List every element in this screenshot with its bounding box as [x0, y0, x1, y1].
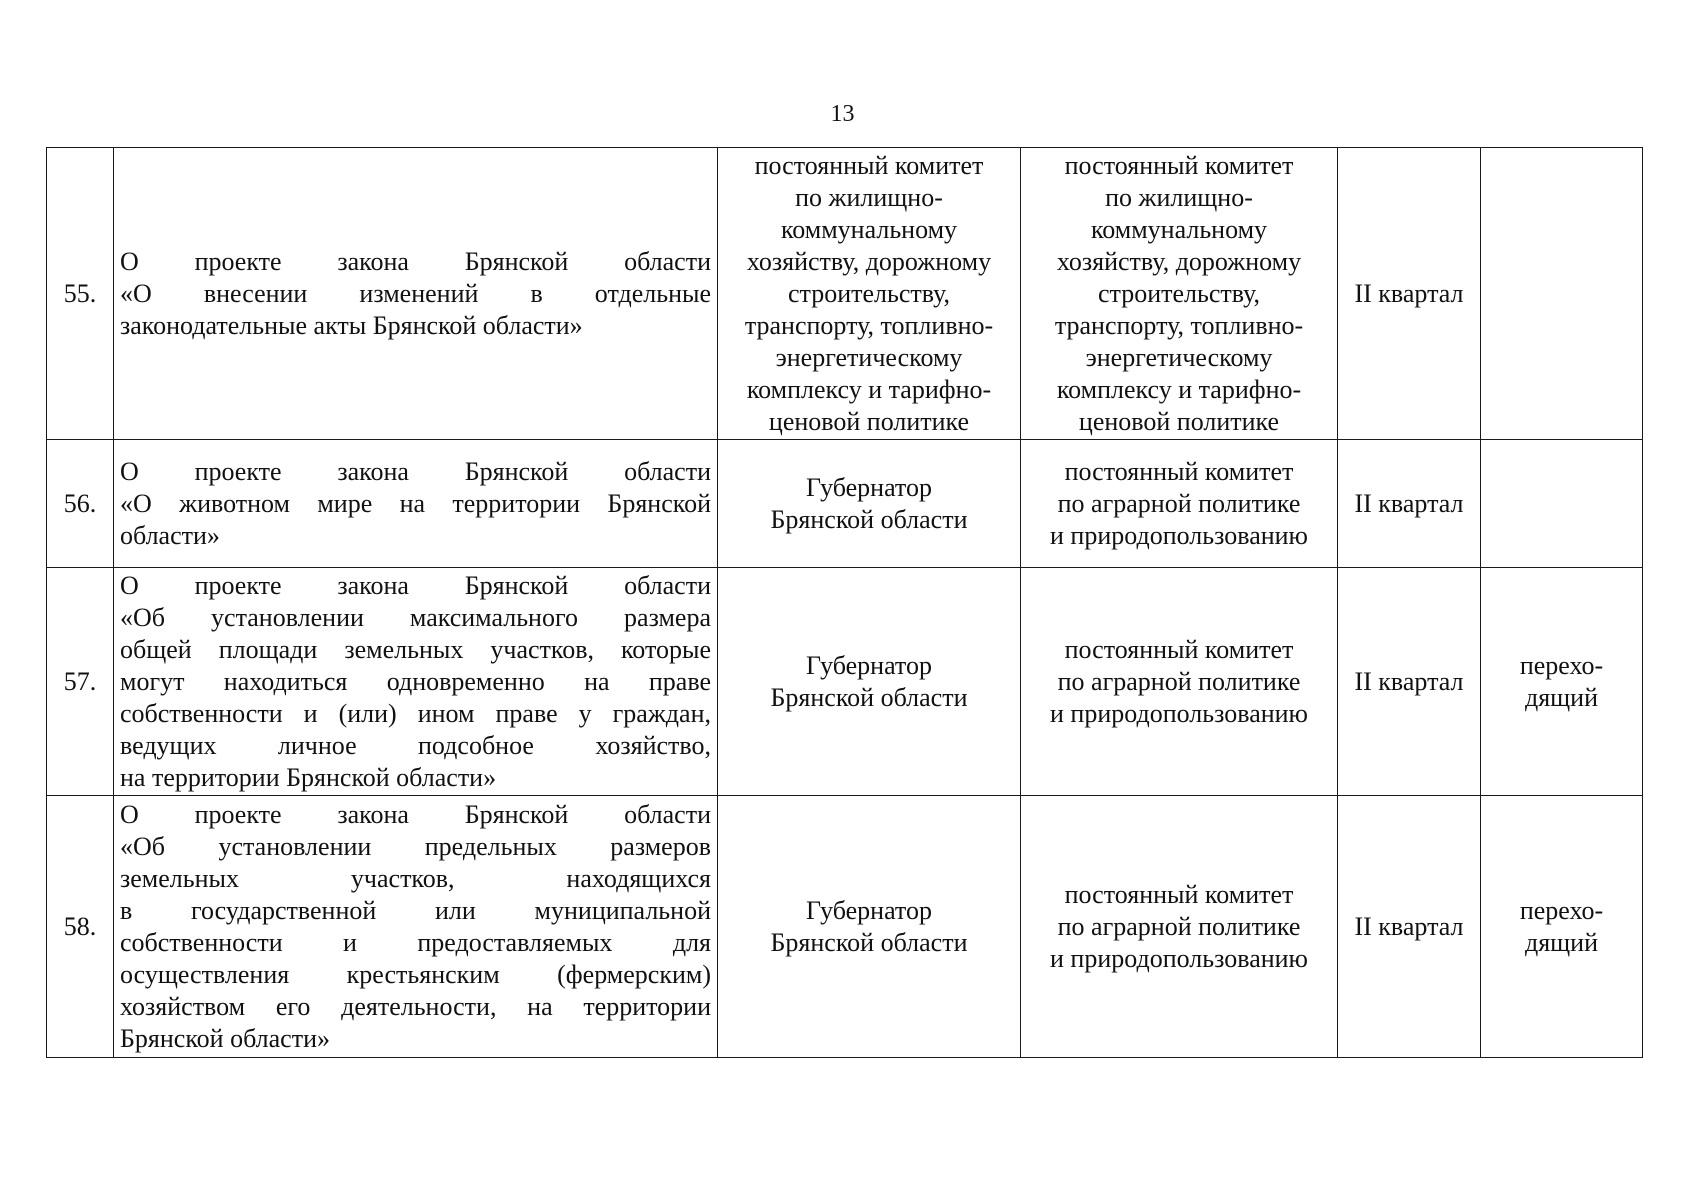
bill-title-line: О проекте закона Брянской области: [120, 570, 711, 600]
bill-title-line: земельных участков, находящихся: [120, 863, 711, 893]
term-cell: II квартал: [1338, 440, 1481, 568]
bill-title-line: ведущих личное подсобное хозяйство,: [120, 730, 711, 760]
responsible-committee-cell: постоянный комитет по аграрной политике и природопользованию: [1021, 568, 1338, 796]
table-row: [47, 568, 1643, 796]
term-cell: II квартал: [1338, 796, 1481, 1058]
bill-title-line: области»: [120, 520, 220, 550]
bill-title-line: «О внесении изменений в отдельные: [120, 278, 711, 308]
note-cell: [1481, 148, 1643, 440]
bill-title-line: «О животном мире на территории Брянской: [120, 488, 711, 518]
responsible-committee-cell: постоянный комитет по аграрной политике и природопользованию: [1021, 440, 1338, 568]
row-number: 55.: [47, 148, 114, 440]
term-cell: II квартал: [1338, 148, 1481, 440]
note-cell: перехо- дящий: [1481, 568, 1643, 796]
page-number: 13: [830, 101, 855, 127]
table-row: [47, 440, 1643, 568]
bill-title-line: О проекте закона Брянской области: [120, 456, 711, 486]
bill-title: [114, 148, 718, 440]
term-cell: II квартал: [1338, 568, 1481, 796]
bill-title-line: Брянской области»: [120, 1023, 330, 1053]
bill-title-line: собственности и предоставляемых для: [120, 927, 711, 957]
initiator-cell: Губернатор Брянской области: [718, 796, 1021, 1058]
note-cell: [1481, 440, 1643, 568]
initiator-cell: Губернатор Брянской области: [718, 568, 1021, 796]
bill-title-line: общей площади земельных участков, которые: [120, 634, 711, 664]
row-number: 58.: [47, 796, 114, 1058]
bill-title-line: «Об установлении максимального размера: [120, 602, 711, 632]
bill-title-line: законодательные акты Брянской области»: [120, 310, 583, 340]
bill-title: [114, 796, 718, 1058]
bill-title-line: О проекте закона Брянской области: [120, 246, 711, 276]
table-row: [47, 148, 1643, 440]
bill-title-line: «Об установлении предельных размеров: [120, 831, 711, 861]
bill-title-line: могут находиться одновременно на праве: [120, 666, 711, 696]
note-cell: перехо- дящий: [1481, 796, 1643, 1058]
bill-title-line: хозяйством его деятельности, на территории: [120, 991, 711, 1021]
row-number: 57.: [47, 568, 114, 796]
initiator-cell: постоянный комитет по жилищно- коммунальному хозяйству, дорожному строительству, транспорту, топливно- энергетическому комплексу и тарифно- ценовой политике: [718, 148, 1021, 440]
responsible-committee-cell: постоянный комитет по жилищно- коммунальному хозяйству, дорожному строительству, транспорту, топливно- энергетическому комплексу и тарифно- ценовой политике: [1021, 148, 1338, 440]
legislation-plan-table: [46, 147, 1643, 1058]
bill-title-line: осуществления крестьянским (фермерским): [120, 959, 711, 989]
row-number: 56.: [47, 440, 114, 568]
bill-title-line: О проекте закона Брянской области: [120, 799, 711, 829]
bill-title: [114, 440, 718, 568]
bill-title-line: собственности и (или) ином праве у граждан,: [120, 698, 711, 728]
bill-title-line: на территории Брянской области»: [120, 762, 497, 792]
initiator-cell: Губернатор Брянской области: [718, 440, 1021, 568]
bill-title: [114, 568, 718, 796]
table-row: [47, 796, 1643, 1058]
bill-title-line: в государственной или муниципальной: [120, 895, 711, 925]
responsible-committee-cell: постоянный комитет по аграрной политике и природопользованию: [1021, 796, 1338, 1058]
